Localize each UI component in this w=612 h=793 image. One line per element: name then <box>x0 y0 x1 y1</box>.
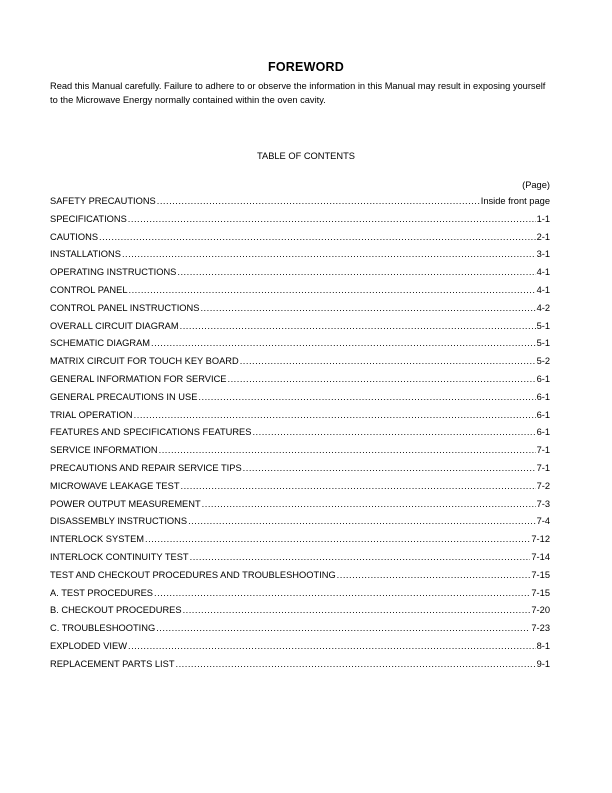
toc-entry <box>50 392 550 410</box>
toc-entry <box>50 445 550 463</box>
toc-entry-page: 1-1 <box>536 213 550 224</box>
toc-entry-page: 7-1 <box>536 462 550 473</box>
intro-paragraph: Read this Manual carefully. Failure to adhere to or observe the information in this Manual may result in exposing yourself to the Microwave Energy normally contained within the oven cavity. <box>50 81 546 105</box>
toc-entry-page: 6-1 <box>536 427 550 438</box>
toc-entry-label: TRIAL OPERATION <box>50 409 133 420</box>
dot-leader <box>159 445 536 455</box>
toc-entry-label: REPLACEMENT PARTS LIST <box>50 658 175 669</box>
toc-entry-page: 4-1 <box>536 284 550 295</box>
dot-leader <box>122 249 536 259</box>
dot-leader <box>243 463 536 473</box>
toc-entry <box>50 321 550 339</box>
toc-entry <box>50 463 550 481</box>
dot-leader <box>128 214 536 224</box>
dot-leader <box>188 516 535 526</box>
toc-entry-label: GENERAL INFORMATION FOR SERVICE <box>50 373 227 384</box>
toc-entry-page: 7-12 <box>531 534 550 545</box>
dot-leader <box>134 410 536 420</box>
toc-entry-label: SAFETY PRECAUTIONS <box>50 196 156 206</box>
toc-entry <box>50 605 550 623</box>
toc-entry-page: 5-1 <box>536 338 550 349</box>
toc-entry-page: 7-23 <box>531 623 550 634</box>
toc-entry-label: GENERAL PRECAUTIONS IN USE <box>50 391 198 402</box>
dot-leader <box>176 659 536 669</box>
toc-entry-label: INSTALLATIONS <box>50 249 121 260</box>
toc-entry-page: 5-1 <box>536 320 550 331</box>
dot-leader <box>157 196 480 206</box>
dot-leader <box>181 481 536 491</box>
dot-leader <box>129 285 536 295</box>
toc-entry-page: 6-1 <box>536 373 550 384</box>
toc-entry <box>50 641 550 659</box>
dot-leader <box>198 392 535 402</box>
toc-entry <box>50 196 550 214</box>
dot-leader <box>190 552 531 562</box>
dot-leader <box>128 641 536 651</box>
toc-entry-page: 9-1 <box>536 658 550 669</box>
toc-entry-page: 7-15 <box>531 587 550 598</box>
toc-entry <box>50 249 550 267</box>
toc-entry-page: 4-1 <box>536 267 550 278</box>
toc-entry-label: B. CHECKOUT PROCEDURES <box>50 605 182 616</box>
toc-entry-label: C. TROUBLESHOOTING <box>50 623 156 634</box>
toc-entry <box>50 356 550 374</box>
toc-entry-label: FEATURES AND SPECIFICATIONS FEATURES <box>50 427 252 438</box>
toc-entry <box>50 659 550 677</box>
toc-entry-page: 6-1 <box>536 409 550 420</box>
toc-entry-label: CONTROL PANEL <box>50 284 128 295</box>
toc-entry-page: 4-2 <box>536 302 550 313</box>
toc-entry-label: SPECIFICATIONS <box>50 213 127 224</box>
toc-entry <box>50 623 550 641</box>
toc-entry-label: DISASSEMBLY INSTRUCTIONS <box>50 516 188 527</box>
table-of-contents <box>50 196 550 677</box>
toc-entry <box>50 285 550 303</box>
toc-entry-label: POWER OUTPUT MEASUREMENT <box>50 498 201 509</box>
toc-entry-page: 7-4 <box>536 516 550 527</box>
toc-entry-page: 7-3 <box>536 498 550 509</box>
toc-entry-label: SCHEMATIC DIAGRAM <box>50 338 151 349</box>
dot-leader <box>337 570 531 580</box>
dot-leader <box>228 374 536 384</box>
toc-entry-label: MICROWAVE LEAKAGE TEST <box>50 480 180 491</box>
toc-entry <box>50 267 550 285</box>
page-title: FOREWORD <box>268 60 344 74</box>
toc-entry <box>50 427 550 445</box>
toc-entry-label: OPERATING INSTRUCTIONS <box>50 267 177 278</box>
toc-entry <box>50 516 550 534</box>
toc-heading: TABLE OF CONTENTS <box>257 151 355 161</box>
toc-entry <box>50 303 550 321</box>
toc-entry-page: 7-14 <box>531 551 550 562</box>
toc-entry <box>50 552 550 570</box>
dot-leader <box>200 303 535 313</box>
dot-leader <box>240 356 536 366</box>
dot-leader <box>99 232 536 242</box>
dot-leader <box>183 605 531 615</box>
dot-leader <box>145 534 530 544</box>
toc-entry-label: CAUTIONS <box>50 231 99 242</box>
toc-entry <box>50 588 550 606</box>
dot-leader <box>202 499 536 509</box>
toc-entry-page: 7-20 <box>531 605 550 616</box>
toc-entry-label: CONTROL PANEL INSTRUCTIONS <box>50 302 200 313</box>
toc-entry-label: SERVICE INFORMATION <box>50 445 158 456</box>
toc-entry-page: 7-15 <box>531 569 550 580</box>
dot-leader <box>252 427 535 437</box>
toc-entry-label: A. TEST PROCEDURES <box>50 587 153 598</box>
page-column-label: (Page) <box>522 180 550 190</box>
dot-leader <box>154 588 530 598</box>
dot-leader <box>177 267 535 277</box>
toc-entry-label: INTERLOCK CONTINUITY TEST <box>50 551 189 562</box>
toc-entry <box>50 410 550 428</box>
toc-entry-label: TEST AND CHECKOUT PROCEDURES AND TROUBLESHOOTING <box>50 569 336 580</box>
toc-entry-label: OVERALL CIRCUIT DIAGRAM <box>50 320 179 331</box>
dot-leader <box>151 338 536 348</box>
toc-entry <box>50 214 550 232</box>
toc-entry-page: 6-1 <box>536 391 550 402</box>
toc-entry <box>50 374 550 392</box>
toc-entry-page: 8-1 <box>536 640 550 651</box>
toc-entry <box>50 481 550 499</box>
toc-entry <box>50 338 550 356</box>
toc-entry-label: EXPLODED VIEW <box>50 640 127 651</box>
toc-entry-label: MATRIX CIRCUIT FOR TOUCH KEY BOARD <box>50 356 239 367</box>
toc-entry-label: PRECAUTIONS AND REPAIR SERVICE TIPS <box>50 462 242 473</box>
toc-entry-page: 2-1 <box>536 231 550 242</box>
toc-entry-page: 3-1 <box>536 249 550 260</box>
toc-entry-label: INTERLOCK SYSTEM <box>50 534 145 545</box>
toc-entry-page: 5-2 <box>536 356 550 367</box>
toc-entry <box>50 499 550 517</box>
dot-leader <box>180 321 536 331</box>
toc-entry <box>50 534 550 552</box>
toc-entry <box>50 570 550 588</box>
toc-entry-page: 7-2 <box>536 480 550 491</box>
toc-entry-page: 7-1 <box>536 445 550 456</box>
dot-leader <box>156 623 530 633</box>
toc-entry <box>50 232 550 250</box>
toc-entry-page: Inside front page <box>480 196 550 206</box>
